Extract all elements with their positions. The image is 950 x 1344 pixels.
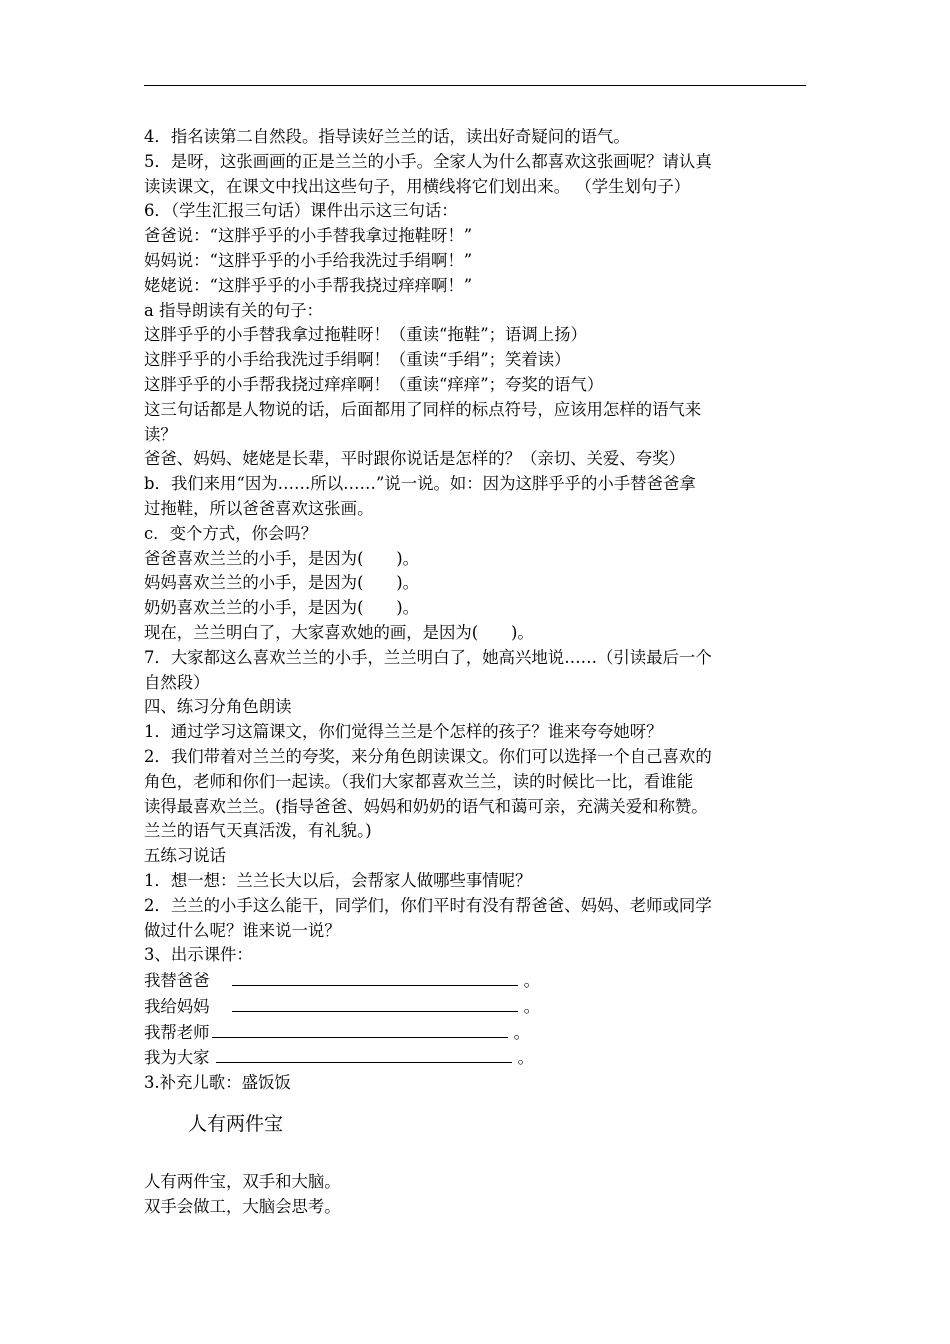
fill-line <box>144 994 808 1020</box>
text-line: 6．（学生汇报三句话）课件出示这三句话： <box>144 201 458 221</box>
text-line: c．变个方式，你会吗？ <box>144 523 318 543</box>
text-line: 2．我们带着对兰兰的夸奖，来分角色朗读课文。你们可以选择一个自己喜欢的 <box>144 746 712 766</box>
fill-suffix: 。 <box>523 996 540 1016</box>
fill-prefix: 我替爸爸 <box>144 971 210 991</box>
fill-blank <box>216 1045 512 1063</box>
text-line: 妈妈喜欢兰兰的小手，是因为( )。 <box>144 573 420 593</box>
poem-gap <box>144 1138 808 1170</box>
text-line: a 指导朗读有关的句子： <box>144 300 323 320</box>
text-line: 奶奶喜欢兰兰的小手，是因为( )。 <box>144 598 420 618</box>
section-heading: 四、练习分角色朗读 <box>144 697 292 717</box>
text-line: 3、出示课件： <box>144 945 253 965</box>
text-line: 这胖乎乎的小手帮我挠过痒痒啊！（重读“痒痒”；夸奖的语气） <box>144 374 604 394</box>
text-line: 角色，老师和你们一起读。（我们大家都喜欢兰兰，读的时候比一比，看谁能 <box>144 771 694 791</box>
fill-blank <box>212 1020 508 1038</box>
text-line: 爸爸喜欢兰兰的小手，是因为( )。 <box>144 548 420 568</box>
fill-blank <box>232 968 518 986</box>
text-line: 妈妈说：“这胖乎乎的小手给我洗过手绢啊！” <box>144 250 473 270</box>
fill-line <box>144 1045 808 1071</box>
fill-suffix: 。 <box>517 1048 534 1068</box>
text-line: 姥姥说：“这胖乎乎的小手帮我挠过痒痒啊！” <box>144 275 473 295</box>
fill-blank <box>232 994 518 1012</box>
text-line: 兰兰的语气天真活泼，有礼貌。) <box>144 821 372 841</box>
fill-prefix: 我给妈妈 <box>144 996 210 1016</box>
text-line: 这胖乎乎的小手给我洗过手绢啊！（重读“手绢”；笑着读） <box>144 350 571 370</box>
poem-title: 人有两件宝 <box>188 1113 284 1136</box>
fill-line <box>144 1020 808 1046</box>
header-rule <box>144 85 806 86</box>
text-line: 这胖乎乎的小手替我拿过拖鞋呀！（重读“拖鞋”；语调上扬） <box>144 325 587 345</box>
fill-prefix: 我帮老师 <box>144 1022 210 1042</box>
text-line: 2．兰兰的小手这么能干，同学们，你们平时有没有帮爸爸、妈妈、老师或同学 <box>144 895 712 915</box>
text-line: 读读课文，在课文中找出这些句子，用横线将它们划出来。 （学生划句子） <box>144 176 691 196</box>
text-line: 读？ <box>144 424 177 444</box>
text-line: 5．是呀，这张画画的正是兰兰的小手。全家人为什么都喜欢这张画呢？请认真 <box>144 151 712 171</box>
text-line: 7．大家都这么喜欢兰兰的小手，兰兰明白了，她高兴地说……（引读最后一个 <box>144 647 712 667</box>
text-line: 这三句话都是人物说的话，后面都用了同样的标点符号，应该用怎样的语气来 <box>144 399 702 419</box>
fill-suffix: 。 <box>513 1022 530 1042</box>
text-line: 做过什么呢？谁来说一说？ <box>144 920 341 940</box>
text-line: 读得最喜欢兰兰。(指导爸爸、妈妈和奶奶的语气和蔼可亲，充满关爱和称赞。 <box>144 796 708 816</box>
fill-prefix: 我为大家 <box>144 1048 210 1068</box>
text-line: 爸爸、妈妈、姥姥是长辈，平时跟你说话是怎样的？（亲切、关爱、夸奖） <box>144 449 685 469</box>
text-line: 1．通过学习这篇课文，你们觉得兰兰是个怎样的孩子？谁来夸夸她呀？ <box>144 722 663 742</box>
fill-line <box>144 968 808 994</box>
fill-suffix: 。 <box>523 971 540 991</box>
lesson-content <box>144 125 808 1220</box>
text-line: 现在，兰兰明白了，大家喜欢她的画，是因为( )。 <box>144 622 534 642</box>
text-line: b．我们来用“因为……所以……”说一说。如：因为这胖乎乎的小手替爸爸拿 <box>144 474 696 494</box>
document-page <box>144 0 808 1344</box>
poem-line: 人有两件宝，双手和大脑。 <box>144 1172 341 1192</box>
poem-line: 双手会做工，大脑会思考。 <box>144 1196 341 1216</box>
text-line: 爸爸说：“这胖乎乎的小手替我拿过拖鞋呀！” <box>144 226 473 246</box>
section-heading: 五练习说话 <box>144 846 226 866</box>
text-line: 过拖鞋，所以爸爸喜欢这张画。 <box>144 498 374 518</box>
text-line: 1．想一想：兰兰长大以后，会帮家人做哪些事情呢？ <box>144 870 532 890</box>
song-intro: 3.补充儿歌：盛饭饭 <box>144 1073 291 1093</box>
text-line: 自然段） <box>144 672 210 692</box>
text-line: 4．指名读第二自然段。指导读好兰兰的话，读出好奇疑问的语气。 <box>144 127 630 146</box>
